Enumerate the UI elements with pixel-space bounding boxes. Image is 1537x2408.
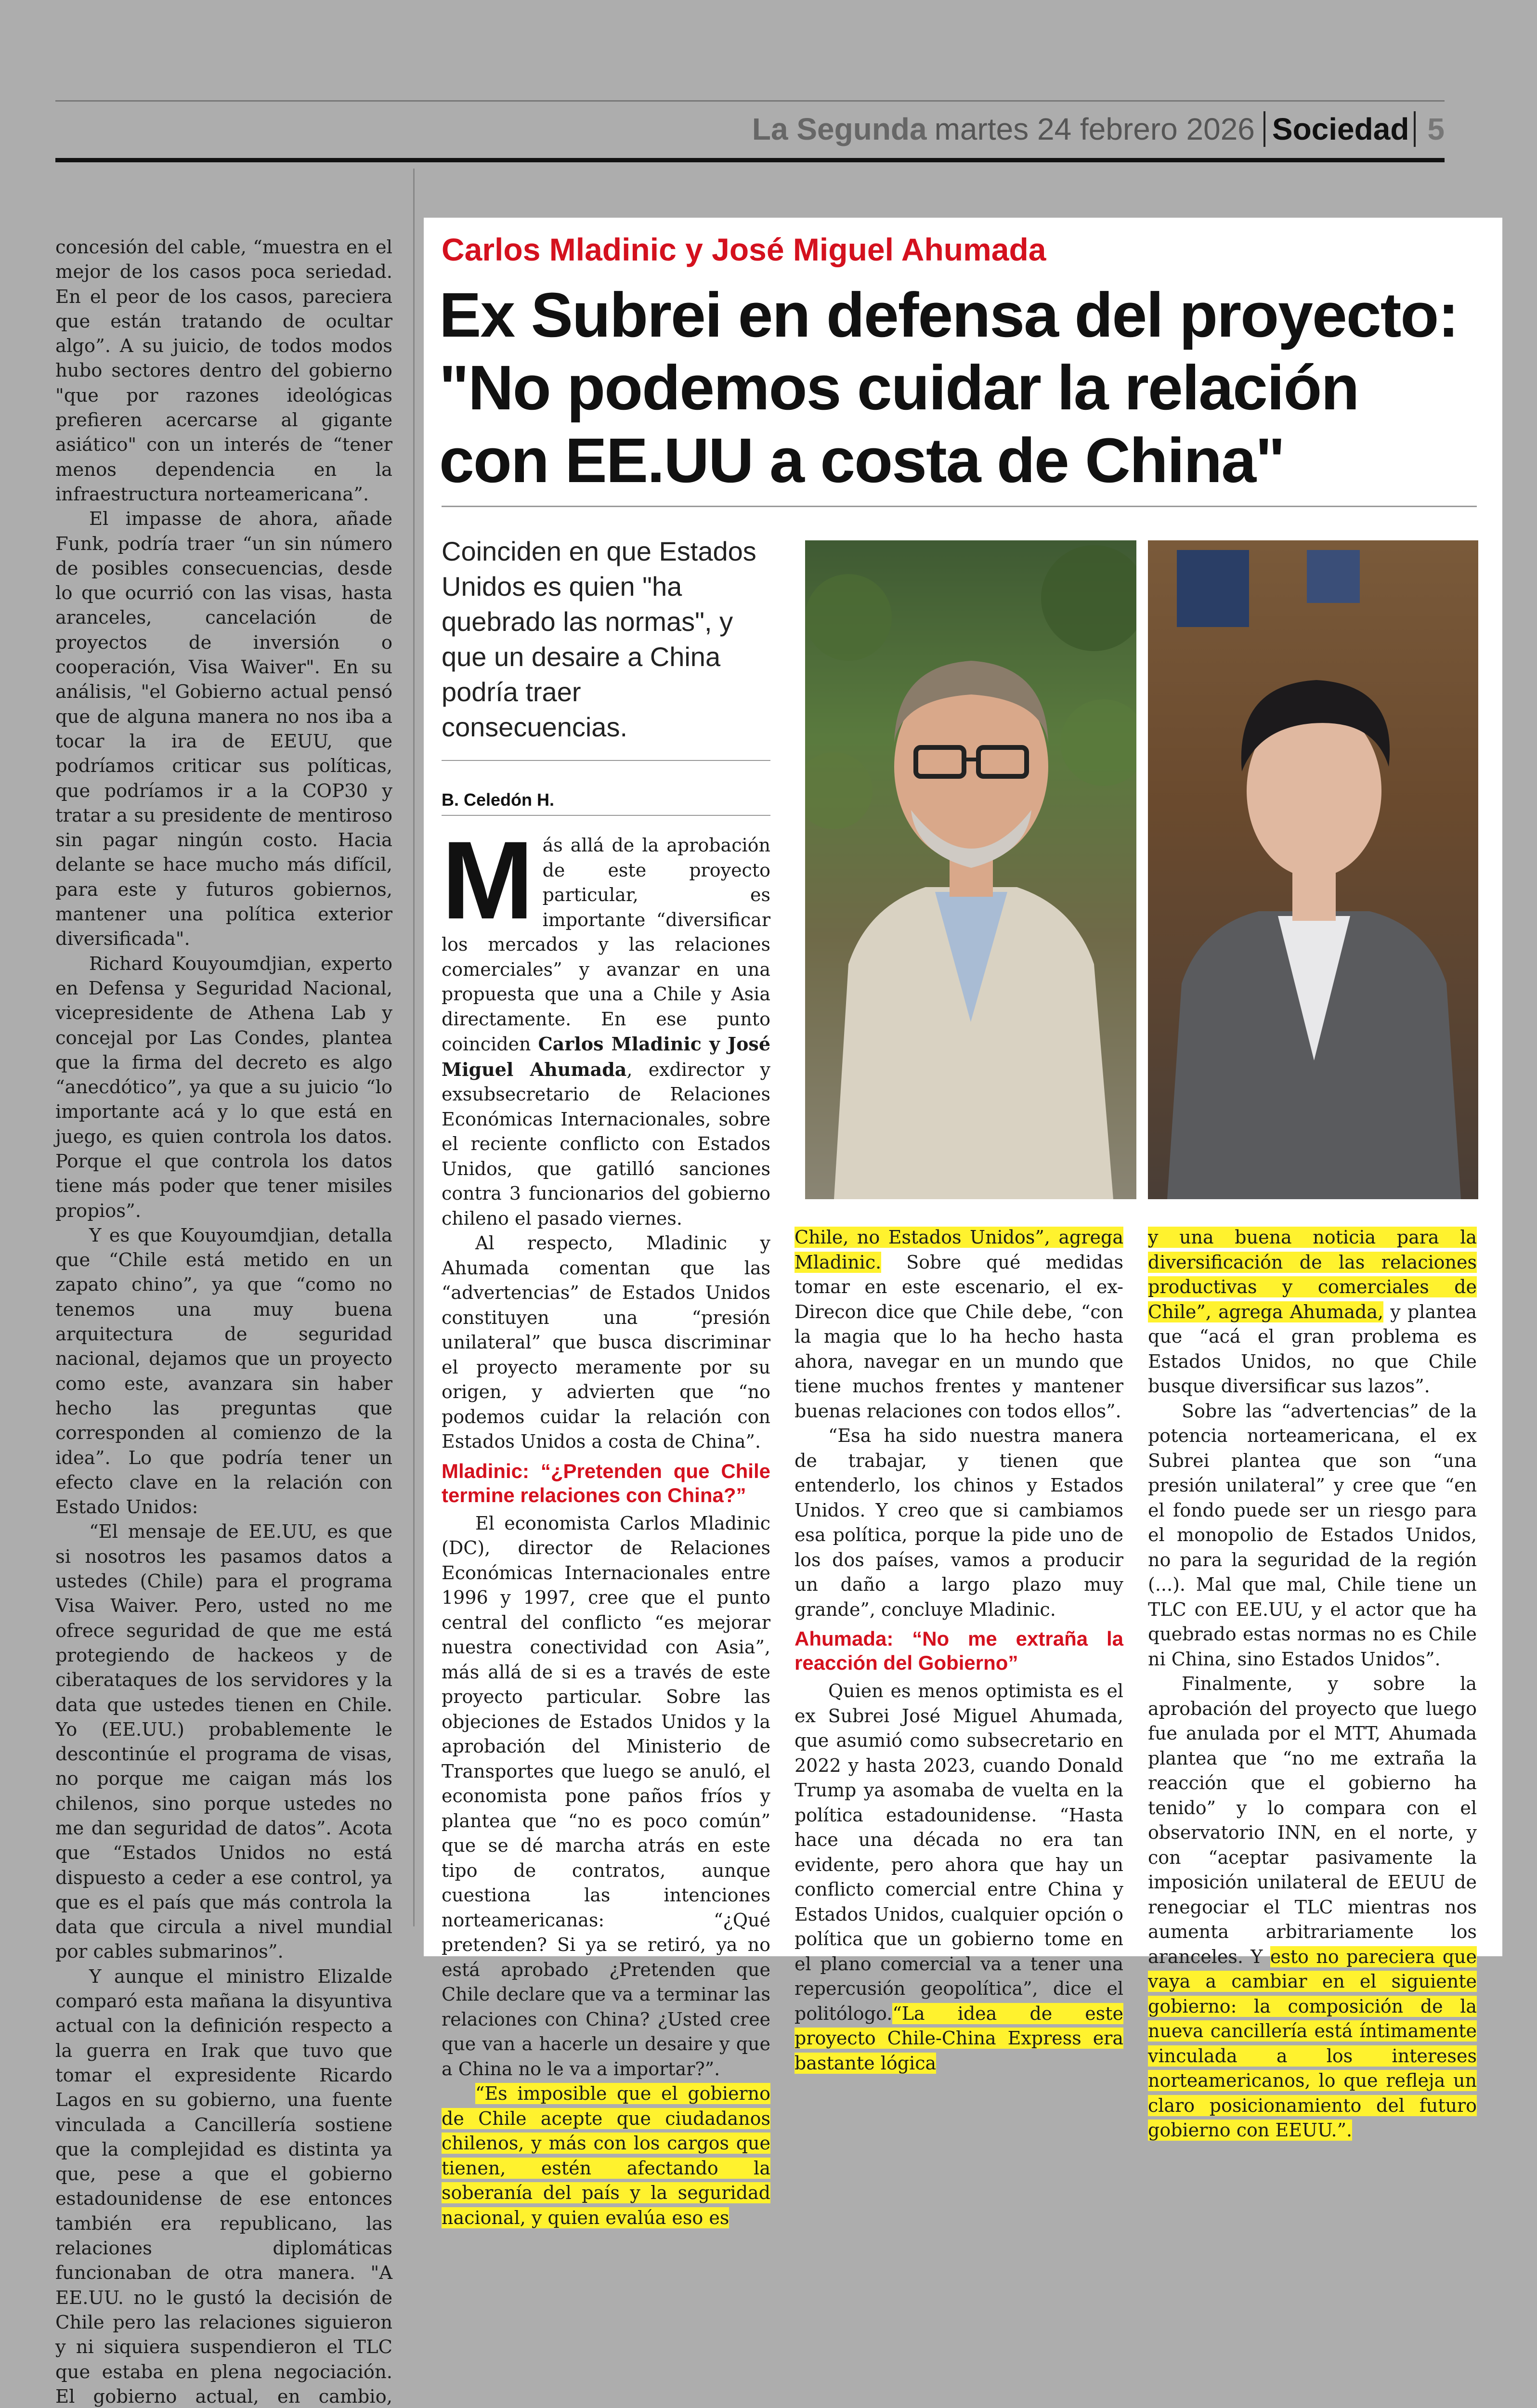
paragraph: “Esa ha sido nuestra manera de trabajar, y tienen que entenderlo, los chinos y Estados Unidos. Y creo que si cambiamos esa política, porque la pide uno de los dos países, vamos a producir un daño a largo plazo muy grande”, concluye Mladinic.	[795, 1425, 1123, 1620]
paragraph-text: Quien es menos optimista es el ex Subrei José Miguel Ahumada, que asumió como subsecretario en 2022 y hasta 2023, cuando Donald Trump ya asomaba de vuelta en la política estadounidense. “Hasta hace una década no era tan evidente, pero ahora que hay un conflicto comercial entre China y Estados Unidos, cualquier opción o política que un gobierno tome en el plano comercial va a tener una repercusión geopolítica”, dice el politólogo.	[795, 1680, 1123, 2024]
intro-bold-names: Carlos Mladinic y José Miguel Ahumada	[442, 1033, 770, 1080]
intro-rest: , exdirector y exsubsecretario de Relaciones Económicas Internacionales, sobre el reciente conflicto con Estados Unidos, que gatilló sanciones contra 3 funcionarios del gobierno chileno el pasado viernes.	[442, 1059, 770, 1229]
column-divider	[413, 169, 415, 1926]
publication-name: La Segunda	[752, 112, 927, 146]
highlighted-quote: y una buena noticia para la diversificación de las relaciones productivas y comerciales de Chile”, agrega Ahumada,	[1148, 1227, 1477, 1322]
paragraph: “El mensaje de EE.UU, es que si nosotros les pasamos datos a ustedes (Chile) para el programa Visa Waiver. Pero, usted no me ofrece seguridad de que me está protegiendo de hackeos y de ciberataques de los servidores y la data que ustedes tienen en Chile. Yo (EE.UU.) probablemente le descontinúe el programa de visas, no porque me caigan más los chilenos, sino porque ustedes no me dan seguridad de datos”. Acota que “Estados Unidos no está dispuesto a ceder a ese control, ya que es el país que más controla la data que circula a nivel mundial por cables submarinos”.	[55, 1521, 392, 1963]
header-bottom-rule	[55, 158, 1445, 162]
paragraph: Richard Kouyoumdjian, experto en Defensa y Seguridad Nacional, vicepresidente de Athena Lab y concejal por Las Condes, plantea que la firma del decreto es algo “anecdótico”, ya que a su juicio “lo importante acá y lo que está en juego, es quien controla los datos. Porque el que controla los datos tiene más poder que tener misiles propios”.	[55, 953, 392, 1222]
paragraph: Y aunque el ministro Elizalde comparó esta mañana la disyuntiva actual con la definición respecto a la guerra en Irak que tuvo que tomar el expresidente Ricardo Lagos en su gobierno, una fuente vinculada a Cancillería sostiene que la complejidad es distinta ya que, pese a que el gobierno estadounidense de ese entonces también era republicano, las relaciones diplomáticas funcionaban de otra manera. "A EE.UU. no le gustó la decisión de Chile pero las relaciones siguieron y ni siquiera suspendieron el TLC que estaba en plena negociación. El gobierno actual, en cambio,	[55, 1965, 392, 2408]
byline: B. Celedón H.	[442, 790, 555, 810]
page-header	[752, 105, 1445, 153]
header-separator	[1263, 111, 1265, 147]
paragraph: El impasse de ahora, añade Funk, podría traer “un sin número de posibles consecuencias, desde lo que ocurrió con las visas, hasta aranceles, cancelación de proyectos de inversión o cooperación, Visa Waiver". En su análisis, "el Gobierno actual pensó que de alguna manera no nos iba a tocar la ira de EEUU, que podríamos criticar sus políticas, que podríamos ir a la COP30 y tratar a su presidente de mentiroso sin pagar ningún costo. Hacia delante se hace mucho más difícil, para este y futuros gobiernos, mantener una política exterior diversificada".	[55, 508, 392, 950]
headline-line: "No podemos cuidar la relación	[439, 352, 1359, 423]
section-name: Sociedad	[1272, 112, 1409, 146]
intro-text: ás allá de la aprobación de este proyecto particular, es importante “diversificar los mercados y las relaciones comerciales” y avanzar en una propuesta que una a Chile y Asia directamente. En ese punto coinciden	[442, 835, 770, 1055]
photo-carlos-mladinic	[805, 540, 1136, 1199]
page-number: 5	[1427, 112, 1445, 146]
paragraph-text: y plantea que “acá el gran problema es Estados Unidos, no que Chile busque diversificar sus lazos”.	[1148, 1301, 1477, 1397]
drop-cap: M	[442, 818, 534, 942]
byline-rule	[442, 815, 770, 816]
paragraph-text: Finalmente, y sobre la aprobación del proyecto que luego fue anulada por el MTT, Ahumada plantea que “no me extraña la reacción que el gobierno ha tenido” y lo compara con el observatorio INN, en el norte, y con “aceptar pasivamente la imposición unilateral de EEUU de renegociar el TLC mientras nos aumenta arbitrariamente los aranceles. Y	[1148, 1673, 1477, 1967]
headline-rule	[442, 506, 1477, 507]
portrait-illustration	[1148, 540, 1478, 1199]
headline-line: con EE.UU a costa de China"	[439, 425, 1285, 496]
highlighted-paragraph	[442, 2081, 770, 2230]
highlighted-quote: “Es imposible que el gobierno de Chile acepte que ciudadanos chilenos, y más con los cargos que tienen, estén afectando la soberanía del país y la seguridad nacional, y quien evalúa eso es	[442, 2083, 770, 2228]
publication-date: martes 24 febrero 2026	[934, 112, 1255, 146]
header-top-rule	[55, 100, 1445, 102]
article-kicker: Carlos Mladinic y José Miguel Ahumada	[442, 232, 1046, 267]
lede-rule	[442, 760, 770, 761]
portrait-illustration	[805, 540, 1136, 1199]
article-lede: Coinciden en que Estados Unidos es quien "ha quebrado las normas", y que un desaire a China podría traer consecuencias.	[442, 536, 756, 742]
article-headline	[439, 278, 1484, 497]
left-column-text	[55, 235, 392, 2408]
paragraph: Al respecto, Mladinic y Ahumada comentan que las “advertencias” de Estados Unidos constituyen una “presión unilateral” que busca discriminar el proyecto meramente por su origen, y advierten que “no podemos cuidar la relación con Estados Unidos a costa de China”.	[442, 1232, 770, 1452]
paragraph: Y es que Kouyoumdjian, detalla que “Chile está metido en un zapato chino”, ya que “como no tenemos una muy buena arquitectura de seguridad nacional, dejamos que un proyecto como este, avanzara sin haber hecho las preguntas que corresponden al comienzo de la idea”. Lo que podría tener un efecto clave en la relación con Estado Unidos:	[55, 1224, 392, 1518]
paragraph: El economista Carlos Mladinic (DC), director de Relaciones Económicas Internacionales entre 1996 y 1997, cree que el punto central del conflicto “es mejorar nuestra conectividad con Asia”, más allá de si es a través de este proyecto particular. Sobre las objeciones de Estados Unidos y la aprobación del Ministerio de Transportes que luego se anuló, el economista pone paños fríos y plantea que “no es poco común” que se dé marcha atrás en este tipo de contratos, aunque cuestiona las intenciones norteamericanas: “¿Qué pretenden? Si ya se retiró, ya no está aprobado ¿Pretenden que Chile declare que va a terminar las relaciones con China? ¿Usted cree que van a hacerle un desaire y que a China no le va a importar?”.	[442, 1512, 770, 2080]
paragraph	[1148, 1225, 1477, 1399]
photo-jose-miguel-ahumada	[1148, 540, 1478, 1199]
paragraph	[1148, 1672, 1477, 2143]
paragraph: Sobre las “advertencias” de la potencia norteamericana, el ex Subrei plantea que son “una presión unilateral” y cree que “en el fondo puede ser un riesgo para el monopolio de Estados Unidos, no para la seguridad de la región (...). Mal que mal, Chile tiene un TLC con EE.UU, y el actor que ha quebrado estas normas no es Chile ni China, sino Estados Unidos”.	[1148, 1400, 1477, 1670]
header-separator	[1414, 111, 1416, 147]
paragraph	[795, 1225, 1123, 1424]
paragraph-text: Sobre qué medidas tomar en este escenario, el ex-Direcon dice que Chile debe, “con la magia que lo ha hecho hasta ahora, navegar en un mundo que tiene muchos frentes y mantener buenas relaciones con todos ellos”.	[795, 1251, 1123, 1422]
highlighted-quote: Chile, no Estados Unidos”, agrega Mladinic.	[795, 1227, 1123, 1273]
subhead-ahumada: Ahumada: “No me extraña la reacción del Gobierno”	[795, 1627, 1123, 1674]
intro-paragraph	[442, 818, 770, 1231]
article-column-3	[1148, 1225, 1477, 2143]
highlighted-quote: “La idea de este proyecto Chile-China Express era bastante lógica	[795, 2002, 1123, 2074]
paragraph	[795, 1679, 1123, 2076]
article-column-1	[442, 818, 770, 2230]
subhead-mladinic: Mladinic: “¿Pretenden que Chile termine relaciones con China?”	[442, 1459, 770, 1506]
highlighted-quote: esto no pareciera que vaya a cambiar en el siguiente gobierno: la composición de la nueva cancillería está íntimamente vinculada a los intereses norteamericanos, lo que refleja un claro posicionamiento del futuro gobierno con EEUU.”.	[1148, 1946, 1477, 2141]
article-column-2	[795, 1225, 1123, 2076]
headline-line: Ex Subrei en defensa del proyecto:	[439, 279, 1458, 350]
paragraph: concesión del cable, “muestra en el mejor de los casos poca seriedad. En el peor de los casos, pareciera que están tratando de ocultar algo”. A su juicio, de todos modos hubo sectores dentro del gobierno "que por razones ideológicas prefieren acercarse al gigante asiático" con un interés de “tener menos dependencia en la infraestructura norteamericana”.	[55, 236, 392, 505]
